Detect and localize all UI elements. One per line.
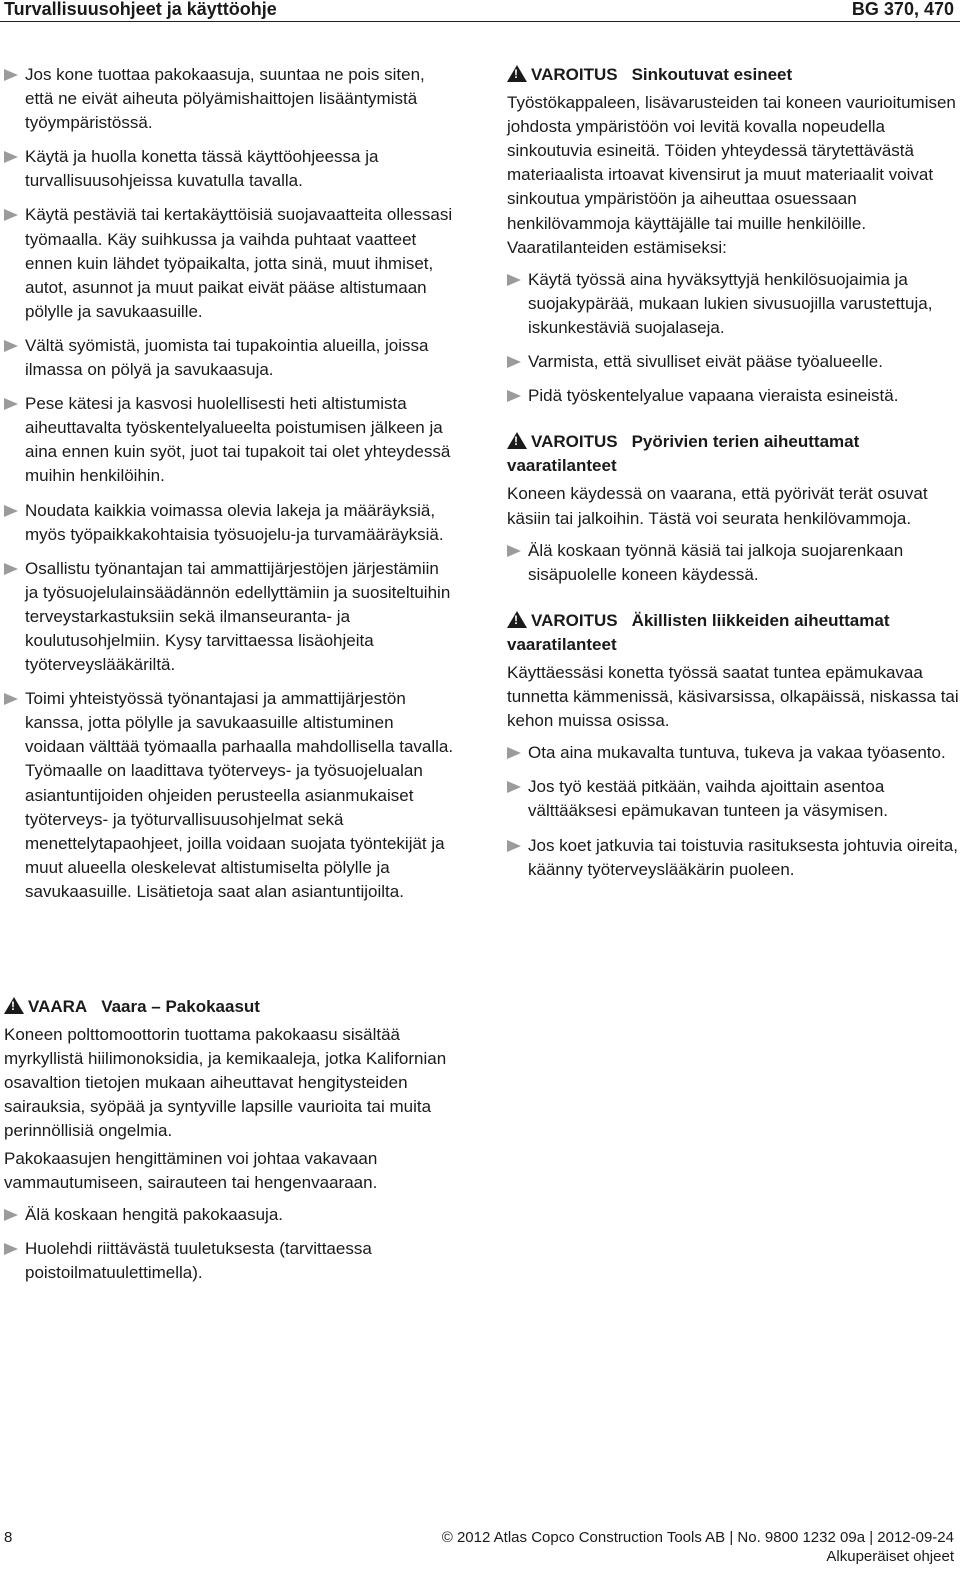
arrow-bullet-icon: [507, 274, 521, 286]
warning-paragraph: Työstökappaleen, lisävarusteiden tai koneen vaurioitumisen johdosta ympäristöön voi levitä kovalla nopeudella sinkoutuvia esineitä. Töiden yhteydessä tärytettävästä materiaalista irtoavat kivensirut ja muut materiaalit voivat sinkoutua ympäristöön ja aiheuttaa osuessaan henkilövammoja käyttäjälle tai muille henkilöille. Vaaratilanteiden estämiseksi:: [507, 93, 956, 257]
list-item: Jos kone tuottaa pakokaasuja, suuntaa ne pois siten, että ne eivät aiheuta pölyämishaittojen lisääntymistä työympäristössä.: [4, 63, 456, 135]
list-item: Pese kätesi ja kasvosi huolellisesti heti altistumista aiheuttavalta työskentelyalueelta poistumisen jälkeen ja aina ennen kuin syöt, juot tai tupakoit tai olet yhteydessä muihin henkilöihin.: [4, 392, 456, 488]
arrow-bullet-icon: [507, 356, 521, 368]
warning-paragraph: Koneen käydessä on vaarana, että pyörivät terät osuvat käsiin tai jalkoihin. Tästä voi seurata henkilövammoja.: [507, 484, 928, 528]
arrow-bullet-icon: [4, 398, 18, 410]
arrow-bullet-icon: [4, 209, 18, 221]
right-column: [507, 63, 959, 904]
warning-section: [507, 63, 959, 408]
warning-section: [507, 430, 959, 587]
danger-title: Vaara – Pakokaasut: [101, 997, 260, 1016]
danger-paragraph: Koneen polttomoottorin tuottama pakokaasu sisältää myrkyllistä hiilimonoksidia, ja kemikaaleja, jotka Kalifornian osavaltion tietojen mukaan aiheuttavat hengitysteiden sairauksia, syöpää ja syntyville lapsille vaurioita tai muita perinnöllisiä ongelmia.: [4, 1025, 447, 1141]
list-item: Jos koet jatkuvia tai toistuvia rasituksesta johtuvia oireita, käänny työterveyslääkärin puoleen.: [507, 834, 959, 882]
list-item: Jos työ kestää pitkään, vaihda ajoittain asentoa välttääksesi epämukavan tunteen ja väsymisen.: [507, 775, 959, 823]
arrow-bullet-icon: [4, 505, 18, 517]
danger-section: [4, 995, 456, 1295]
list-item: Vältä syömistä, juomista tai tupakointia alueilla, joissa ilmassa on pölyä ja savukaasuja.: [4, 334, 456, 382]
arrow-bullet-icon: [4, 563, 18, 575]
list-item: Käytä työssä aina hyväksyttyjä henkilösuojaimia ja suojakypärää, mukaan lukien sivusuojilla varustettuja, iskunkestäviä suojalaseja.: [507, 268, 959, 340]
warning-keyword: VAROITUS: [531, 610, 618, 630]
list-item: Noudata kaikkia voimassa olevia lakeja ja määräyksiä, myös työpaikkakohtaisia työsuojelu-ja turvamääräyksiä.: [4, 499, 456, 547]
list-item: Huolehdi riittävästä tuuletuksesta (tarvittaessa poistoilmatuulettimella).: [4, 1237, 456, 1285]
warning-triangle-icon: [507, 432, 527, 449]
page-header: [0, 0, 960, 22]
arrow-bullet-icon: [4, 1209, 18, 1221]
original-instructions-note: Alkuperäiset ohjeet: [826, 1548, 954, 1565]
page-number: 8: [4, 1529, 13, 1546]
danger-heading: [4, 995, 456, 1019]
list-item: Toimi yhteistyössä työnantajasi ja ammattijärjestön kanssa, jotta pölylle ja savukaasuille altistuminen voidaan välttää työmaalla parhaalla mahdollisella tavalla. Työmaalle on laadittava työterveys- ja työsuojelualan asiantuntijoiden ohjeiden perusteella asianmukaiset työterveys- ja työturvallisuusohjelmat sekä menettelytapaohjeet, joilla voidaan suojata työntekijät ja muut alueella oleskelevat altistumiselta pölylle ja savukaasuille. Lisätietoja saat alan asiantuntijoilta.: [4, 687, 456, 904]
left-column: [4, 63, 456, 914]
warning-heading: [507, 63, 959, 87]
warning-triangle-icon: [4, 997, 24, 1014]
footer-info: [442, 1528, 954, 1566]
warning-title: Sinkoutuvat esineet: [631, 65, 793, 84]
list-item: Varmista, että sivulliset eivät pääse työalueelle.: [507, 350, 959, 374]
arrow-bullet-icon: [507, 545, 521, 557]
arrow-bullet-icon: [4, 69, 18, 81]
warning-heading: [507, 609, 959, 657]
arrow-bullet-icon: [4, 693, 18, 705]
warning-title: Äkillisten liikkeiden aiheuttamat vaaratilanteet: [507, 610, 890, 654]
warning-keyword: VAROITUS: [531, 65, 618, 84]
warning-keyword: VAROITUS: [531, 432, 618, 452]
list-item: Älä koskaan hengitä pakokaasuja.: [4, 1203, 456, 1227]
arrow-bullet-icon: [507, 781, 521, 793]
header-model: BG 370, 470: [851, 0, 954, 19]
warning-triangle-icon: [507, 611, 527, 628]
arrow-bullet-icon: [507, 390, 521, 402]
warning-heading: [507, 430, 959, 478]
header-title: Turvallisuusohjeet ja käyttöohje: [4, 0, 277, 19]
arrow-bullet-icon: [507, 840, 521, 852]
warning-section: [507, 609, 959, 882]
danger-paragraph: Pakokaasujen hengittäminen voi johtaa vakavaan vammautumiseen, sairauteen tai hengenvaaraan.: [4, 1148, 378, 1192]
list-item: Älä koskaan työnnä käsiä tai jalkoja suojarenkaan sisäpuolelle koneen käydessä.: [507, 539, 959, 587]
warning-title: Pyörivien terien aiheuttamat vaaratilanteet: [507, 432, 860, 476]
warning-paragraph: Käyttäessäsi konetta työssä saatat tuntea epämukavaa tunnetta kämmenissä, käsivarsissa, olkapäissä, niskassa tai kehon muissa osissa.: [507, 662, 959, 731]
warning-triangle-icon: [507, 65, 527, 82]
arrow-bullet-icon: [4, 340, 18, 352]
arrow-bullet-icon: [507, 747, 521, 759]
list-item: Ota aina mukavalta tuntuva, tukeva ja vakaa työasento.: [507, 741, 959, 765]
arrow-bullet-icon: [4, 1243, 18, 1255]
copyright-text: © 2012 Atlas Copco Construction Tools AB | No. 9800 1232 09a | 2012-09-24: [441, 1529, 954, 1546]
list-item: Pidä työskentelyalue vapaana vieraista esineistä.: [507, 384, 959, 408]
list-item: Käytä ja huolla konetta tässä käyttöohjeessa ja turvallisuusohjeissa kuvatulla tavalla.: [4, 145, 456, 193]
list-item: Osallistu työnantajan tai ammattijärjestöjen järjestämiin ja työsuojelulainsäädännön edellyttämiin ja suositeltuihin terveystarkastuksiin sekä ilmanseuranta- ja koulutusohjelmiin. Kysy tarvittaessa lisäohjeita työterveyslääkäriltä.: [4, 557, 456, 677]
danger-keyword: VAARA: [28, 997, 88, 1016]
list-item: Käytä pestäviä tai kertakäyttöisiä suojavaatteita ollessasi työmaalla. Käy suihkussa ja vaihda puhtaat vaatteet ennen kuin lähdet työpaikalta, jotta sinä, muut ihmiset, autot, asunnot ja muut paikat eivät pääse altistumaan pölylle ja savukaasuille.: [4, 203, 456, 323]
arrow-bullet-icon: [4, 151, 18, 163]
